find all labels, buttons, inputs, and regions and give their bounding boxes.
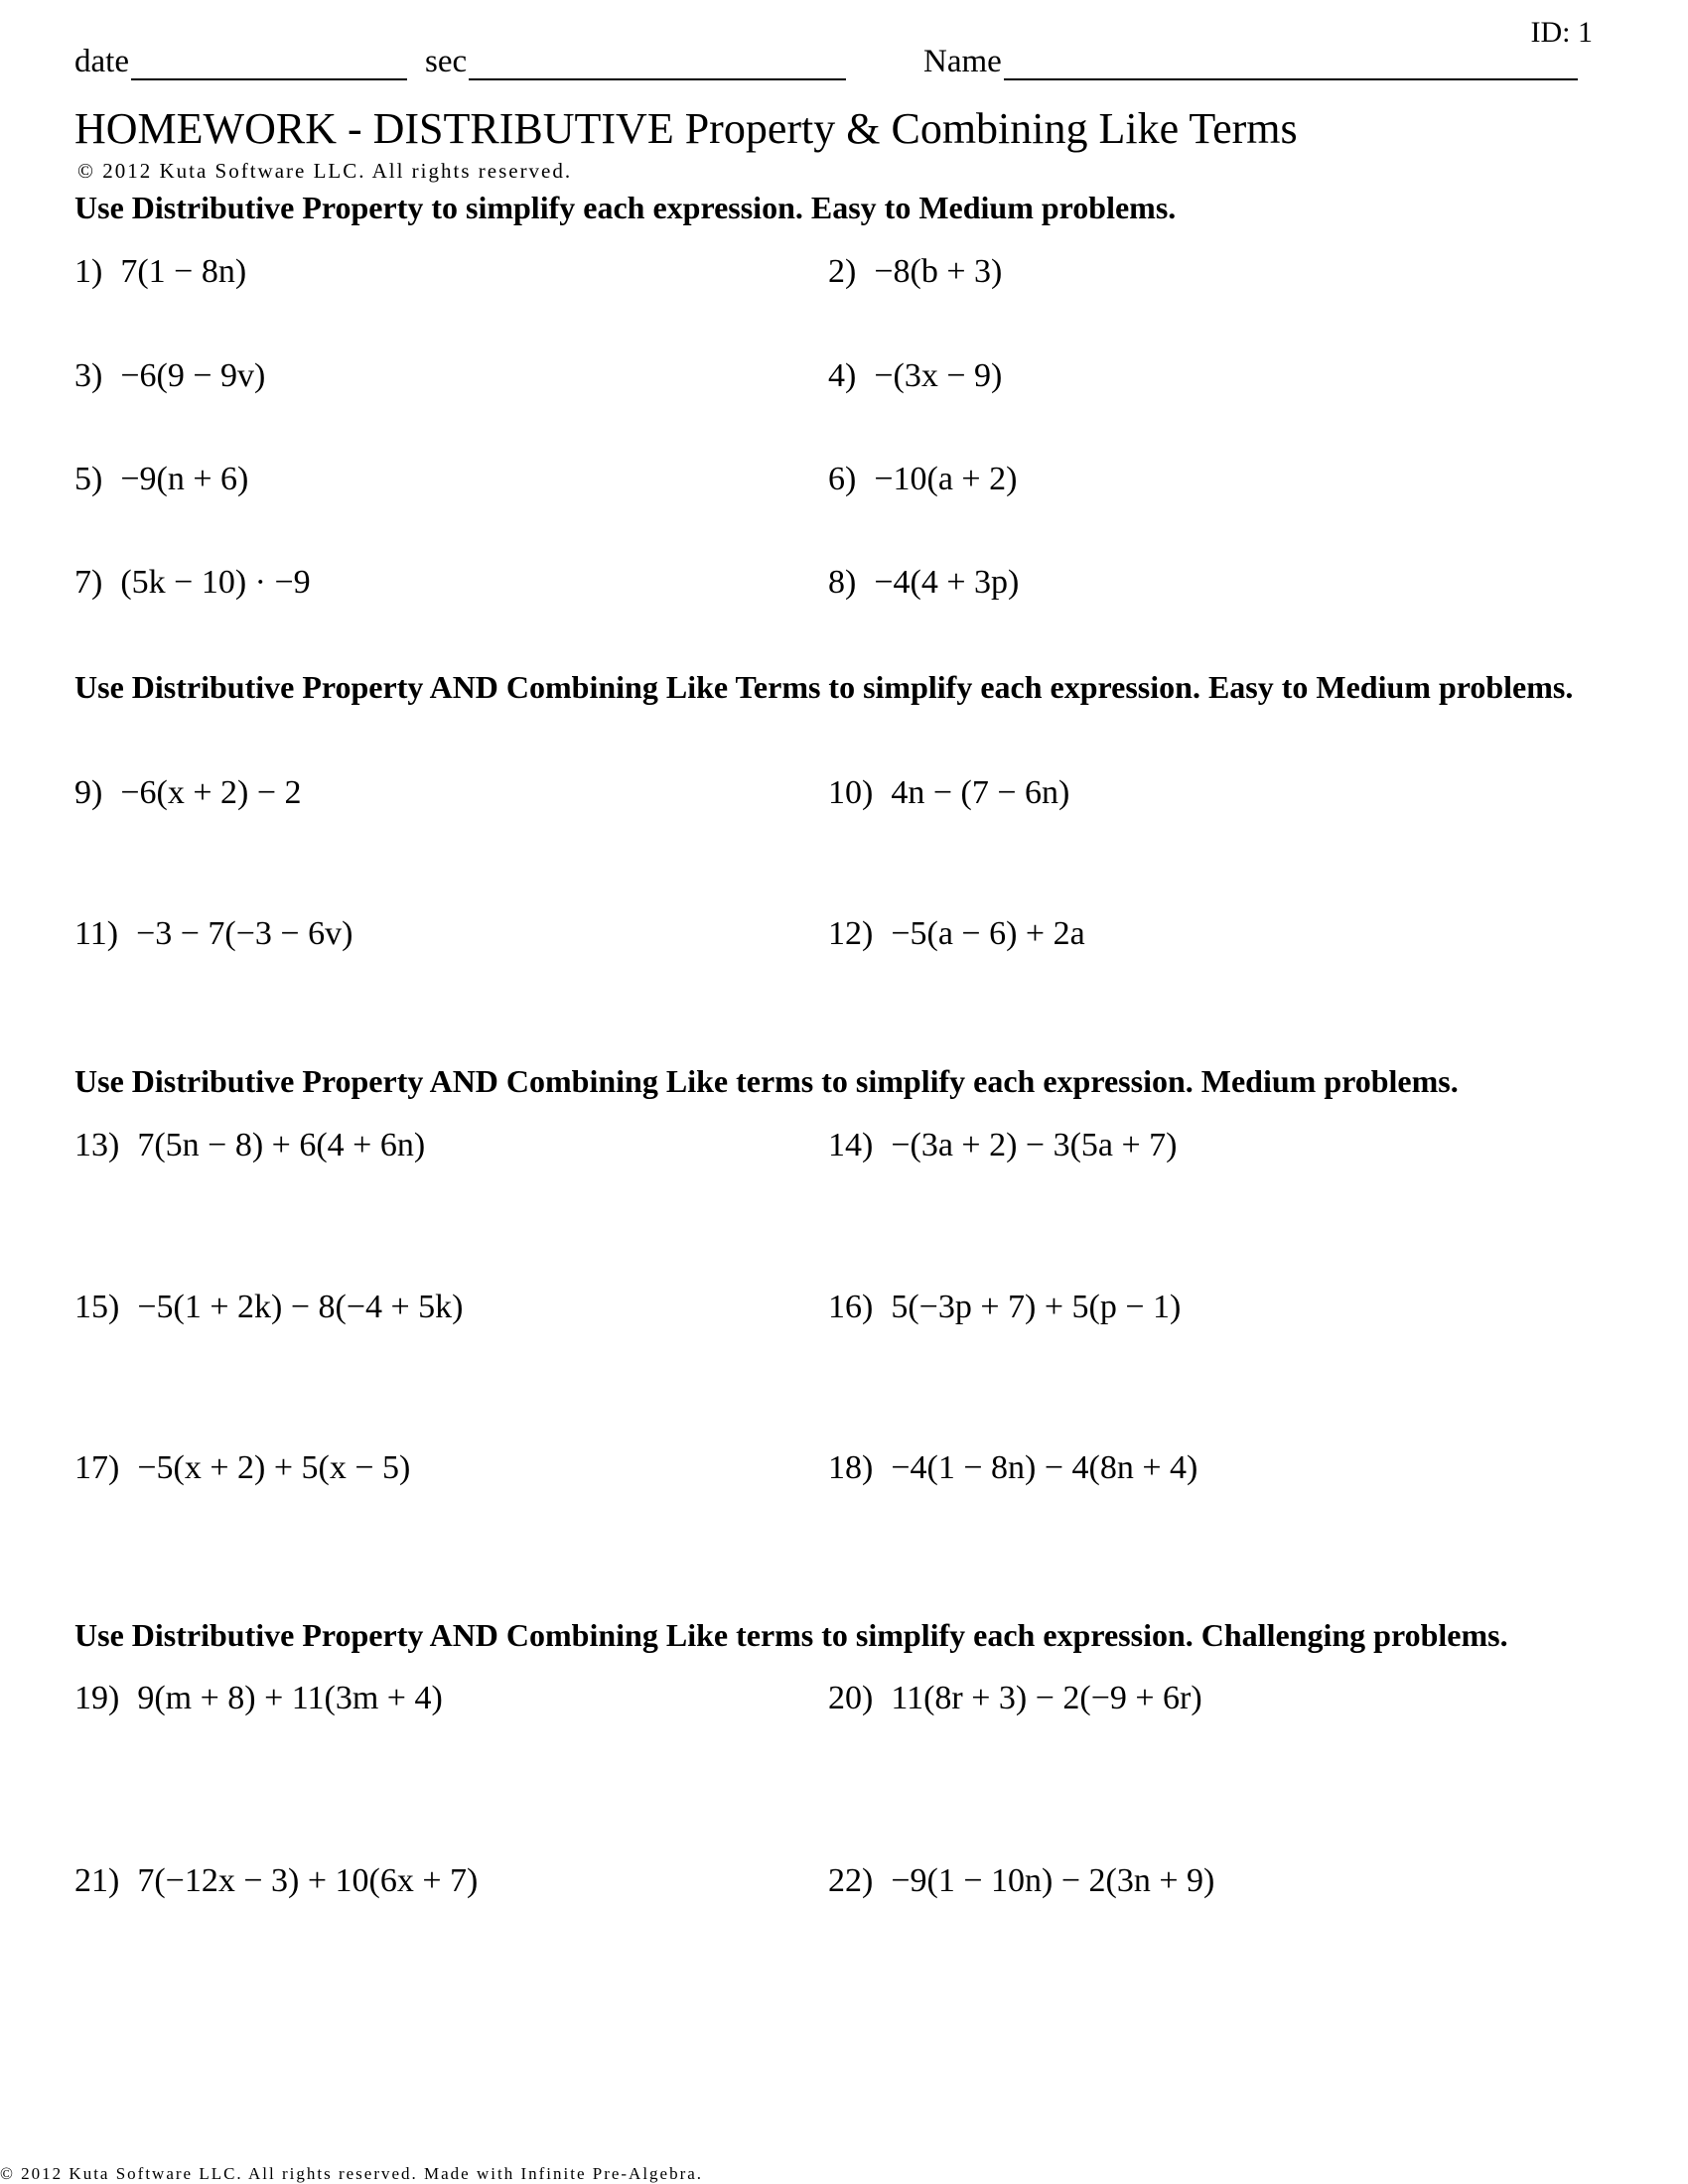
worksheet-id: ID: 1 xyxy=(1530,16,1593,49)
page-title: HOMEWORK - DISTRIBUTIVE Property & Combining Like Terms xyxy=(74,104,1298,153)
problem-number: 14) xyxy=(828,1127,874,1163)
problem-expression: −9(1 − 10n) − 2(3n + 9) xyxy=(891,1862,1215,1899)
problem-9 xyxy=(74,774,302,812)
problem-expression: −4(4 + 3p) xyxy=(874,564,1020,601)
problem-number: 10) xyxy=(828,774,874,811)
problem-expression: −9(n + 6) xyxy=(120,461,249,497)
problem-number: 21) xyxy=(74,1862,120,1899)
problem-number: 15) xyxy=(74,1289,120,1325)
name-label: Name xyxy=(923,44,1002,79)
problem-3 xyxy=(74,357,265,395)
problem-expression: 7(−12x − 3) + 10(6x + 7) xyxy=(137,1862,479,1899)
problem-5 xyxy=(74,461,248,498)
problem-19 xyxy=(74,1680,443,1717)
section-label: sec xyxy=(425,44,468,79)
problem-expression: 5(−3p + 7) + 5(p − 1) xyxy=(891,1289,1182,1325)
copyright-notice: © 2012 Kuta Software LLC. All rights reserved. xyxy=(77,159,573,183)
problem-expression: −(3a + 2) − 3(5a + 7) xyxy=(891,1127,1178,1163)
problem-number: 11) xyxy=(74,915,119,952)
problem-expression: 11(8r + 3) − 2(−9 + 6r) xyxy=(891,1680,1202,1716)
problem-number: 5) xyxy=(74,461,103,497)
problem-expression: −5(1 + 2k) − 8(−4 + 5k) xyxy=(137,1289,464,1325)
problem-number: 7) xyxy=(74,564,103,601)
problem-expression: (5k − 10) · −9 xyxy=(120,564,311,601)
problem-expression: 4n − (7 − 6n) xyxy=(891,774,1070,811)
section-heading-3: Use Distributive Property AND Combining Like terms to simplify each expression. Medium problems. xyxy=(74,1063,1459,1099)
problem-12 xyxy=(828,915,1085,953)
date-field[interactable] xyxy=(74,44,407,80)
problem-expression: −5(a − 6) + 2a xyxy=(891,915,1085,952)
problem-1 xyxy=(74,253,246,291)
problem-number: 20) xyxy=(828,1680,874,1716)
problem-number: 8) xyxy=(828,564,857,601)
problem-6 xyxy=(828,461,1017,498)
problem-13 xyxy=(74,1127,425,1164)
problem-number: 2) xyxy=(828,253,857,290)
problem-21 xyxy=(74,1862,478,1900)
problem-number: 22) xyxy=(828,1862,874,1899)
problem-expression: −4(1 − 8n) − 4(8n + 4) xyxy=(891,1449,1198,1486)
problem-expression: 7(1 − 8n) xyxy=(120,253,247,290)
problem-14 xyxy=(828,1127,1178,1164)
problem-expression: −(3x − 9) xyxy=(874,357,1003,394)
section-heading-1: Use Distributive Property to simplify each expression. Easy to Medium problems. xyxy=(74,190,1177,225)
problem-expression: −8(b + 3) xyxy=(874,253,1003,290)
problem-number: 1) xyxy=(74,253,103,290)
problem-number: 17) xyxy=(74,1449,120,1486)
problem-number: 13) xyxy=(74,1127,120,1163)
problem-expression: 9(m + 8) + 11(3m + 4) xyxy=(137,1680,443,1716)
problem-expression: −5(x + 2) + 5(x − 5) xyxy=(137,1449,411,1486)
problem-expression: −3 − 7(−3 − 6v) xyxy=(136,915,353,952)
problem-15 xyxy=(74,1289,464,1326)
problem-16 xyxy=(828,1289,1181,1326)
problem-number: 19) xyxy=(74,1680,120,1716)
problem-8 xyxy=(828,564,1019,602)
problem-17 xyxy=(74,1449,410,1487)
problem-10 xyxy=(828,774,1069,812)
section-heading-4: Use Distributive Property AND Combining Like terms to simplify each expression. Challenging problems. xyxy=(74,1617,1508,1653)
problem-4 xyxy=(828,357,1002,395)
problem-number: 4) xyxy=(828,357,857,394)
problem-expression: −6(9 − 9v) xyxy=(120,357,266,394)
name-field[interactable] xyxy=(923,44,1578,80)
name-blank[interactable] xyxy=(1004,45,1578,80)
problem-22 xyxy=(828,1862,1214,1900)
problem-expression: −6(x + 2) − 2 xyxy=(120,774,302,811)
problem-number: 6) xyxy=(828,461,857,497)
footer-notice: © 2012 Kuta Software LLC. All rights reserved. Made with Infinite Pre-Algebra. xyxy=(0,2164,704,2183)
problem-2 xyxy=(828,253,1002,291)
date-blank[interactable] xyxy=(131,45,407,80)
problem-expression: 7(5n − 8) + 6(4 + 6n) xyxy=(137,1127,426,1163)
problem-11 xyxy=(74,915,352,953)
section-heading-2: Use Distributive Property AND Combining Like Terms to simplify each expression. Easy to Medium problems. xyxy=(74,669,1574,705)
section-blank[interactable] xyxy=(469,45,846,80)
date-label: date xyxy=(74,44,129,79)
problem-number: 18) xyxy=(828,1449,874,1486)
problem-number: 16) xyxy=(828,1289,874,1325)
problem-7 xyxy=(74,564,311,602)
problem-expression: −10(a + 2) xyxy=(874,461,1018,497)
problem-number: 3) xyxy=(74,357,103,394)
problem-18 xyxy=(828,1449,1197,1487)
problem-number: 9) xyxy=(74,774,103,811)
problem-number: 12) xyxy=(828,915,874,952)
problem-20 xyxy=(828,1680,1202,1717)
section-field[interactable] xyxy=(425,44,846,80)
